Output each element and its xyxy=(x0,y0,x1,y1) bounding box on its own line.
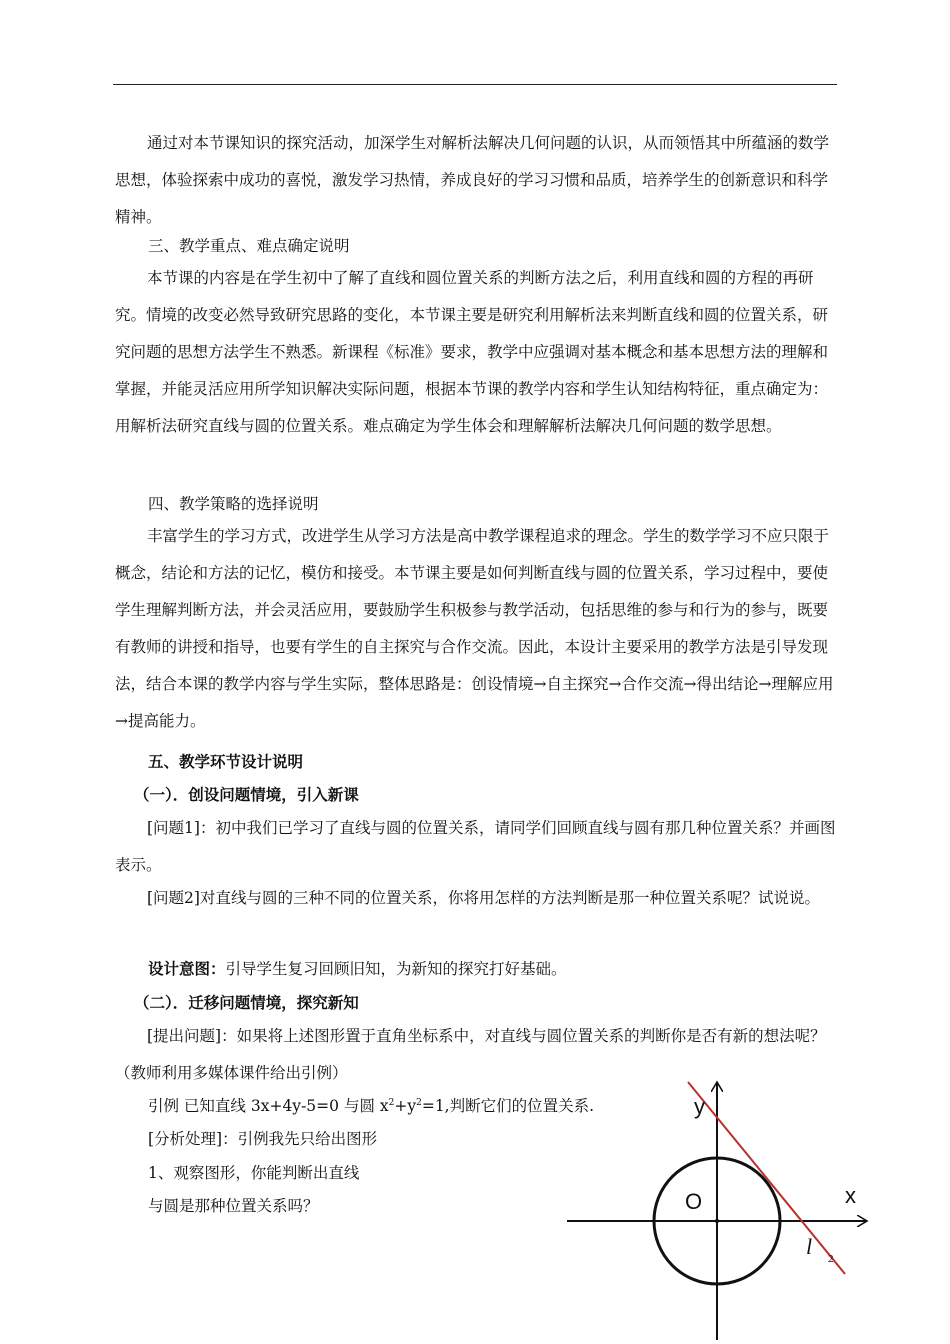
y-axis-label: y xyxy=(694,1094,705,1119)
paragraph-key-points: 本节课的内容是在学生初中了解了直线和圆位置关系的判断方法之后，利用直线和圆的方程的再研究。情境的改变必然导致研究思路的变化，本节课主要是研究利用解析法来判断直线和圆的位置关系，研究问题的思想方法学生不熟悉。新课程《标准》要求，教学中应强调对基本概念和基本思想方法的理解和掌握，并能灵活应用所学知识解决实际问题，根据本节课的教学内容和学生认知结构特征，重点确定为：用解析法研究直线与圆的位置关系。难点确定为学生体会和理解解析法解决几何问题的数学思想。 xyxy=(115,269,829,435)
example-text-a: 引例 已知直线 3x+4y-5=0 与圆 x xyxy=(148,1097,389,1115)
example-text-b: +y xyxy=(394,1097,417,1115)
paragraph-strategy: 丰富学生的学习方式，改进学生从学习方法是高中教学课程追求的理念。学生的数学学习不应只限于概念，结论和方法的记忆，模仿和接受。本节课主要是如何判断直线与圆的位置关系，学习过程中，要使学生理解判断方法，并会灵活应用，要鼓励学生积极参与教学活动，包括思维的参与和行为的参与，既要有教师的讲授和指导，也要有学生的自主探究与合作交流。因此，本设计主要采用的教学方法是引导发现法，结合本课的教学内容与学生实际，整体思路是：创设情境→自主探究→合作交流→得出结论→理解应用→提高能力。 xyxy=(115,527,834,730)
line-l2 xyxy=(688,1082,845,1274)
paragraph-goal: 通过对本节课知识的探究活动，加深学生对解析法解决几何问题的认识，从而领悟其中所蕴涵的数学思想，体验探索中成功的喜悦，激发学习热情，养成良好的学习习惯和品质，培养学生的创新意识和科学精神。 xyxy=(115,134,830,226)
example-sup-b: 2 xyxy=(416,1097,422,1108)
origin-label: O xyxy=(685,1189,703,1214)
heading-design: 五、教学环节设计说明 xyxy=(148,752,304,771)
x-axis-label: x xyxy=(845,1183,856,1208)
heading-key-points: 三、教学重点、难点确定说明 xyxy=(148,237,350,255)
question-1: [问题1]：初中我们已学习了直线与圆的位置关系，请同学们回顾直线与圆有那几种位置关系？并画图表示。 xyxy=(115,819,836,874)
heading-strategy: 四、教学策略的选择说明 xyxy=(148,495,319,513)
analysis-line: [分析处理]：引例我先只给出图形 xyxy=(148,1130,378,1148)
subheading-one: （一）．创设问题情境，引入新课 xyxy=(134,785,359,804)
origin-dot xyxy=(715,1219,719,1223)
subheading-two: （二）．迁移问题情境，探究新知 xyxy=(134,993,359,1012)
observe-line-1: 1、观察图形，你能判断出直线 xyxy=(148,1164,360,1182)
example-text-c: =1,判断它们的位置关系. xyxy=(421,1097,595,1115)
line-label-subscript: 2 xyxy=(828,1253,834,1265)
raise-question: [提出问题]：如果将上述图形置于直角坐标系中，对直线与圆位置关系的判断你是否有新的想法呢？（教师利用多媒体课件给出引例） xyxy=(115,1027,826,1082)
example-sup-a: 2 xyxy=(388,1097,395,1108)
design-intent-text: 引导学生复习回顾旧知，为新知的探究打好基础。 xyxy=(225,960,567,978)
design-intent-label: 设计意图： xyxy=(148,959,226,978)
observe-line-2: 与圆是那种位置关系吗？ xyxy=(148,1197,319,1215)
line-label: l xyxy=(806,1234,813,1259)
question-2: [问题2]对直线与圆的三种不同的位置关系，你将用怎样的方法判断是那一种位置关系呢？试说说。 xyxy=(147,889,820,907)
